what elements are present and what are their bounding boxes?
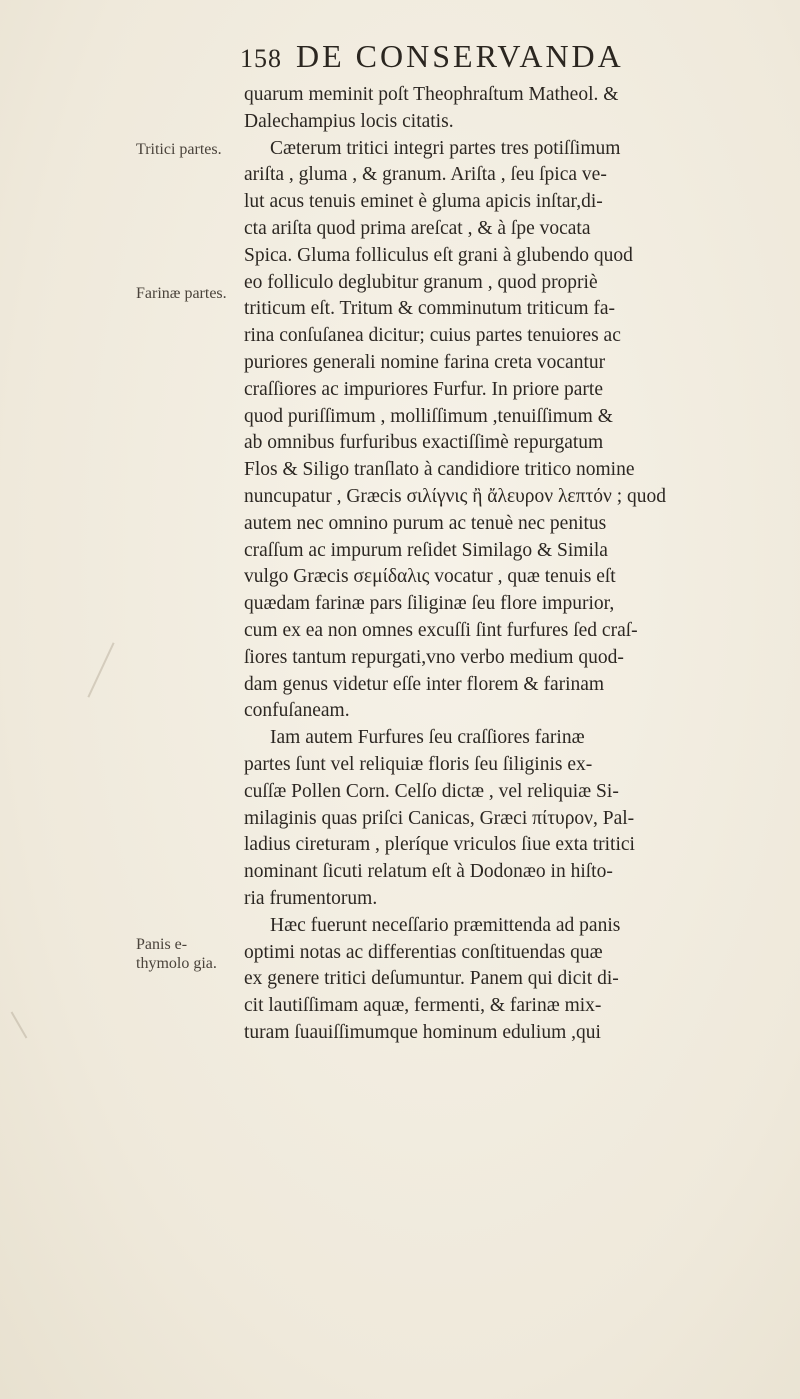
text-line: Spica. Gluma folliculus eſt grani à glubendo quod xyxy=(244,244,633,266)
running-head xyxy=(240,38,760,75)
text-line: ariſta , gluma , & granum. Ariſta , ſeu ſpica ve- xyxy=(244,164,607,186)
text-line: milaginis quas priſci Canicas, Græci πίτυρον, Pal- xyxy=(244,807,635,829)
paper-mark xyxy=(87,642,114,697)
text-line: quædam farinæ pars ſiliginæ ſeu flore impurior, xyxy=(244,593,615,615)
text-line: dam genus videtur eſſe inter florem & farinam xyxy=(244,673,605,695)
text-line: autem nec omnino purum ac tenuè nec penitus xyxy=(244,512,607,534)
margin-note-tritici: Tritici partes. xyxy=(136,141,222,158)
text-line: craſſiores ac impuriores Furfur. In priore parte xyxy=(244,378,603,400)
text-line: Hæc fuerunt neceſſario præmittenda ad panis xyxy=(270,914,621,936)
text-line: cuſſæ Pollen Corn. Celſo dictæ , vel reliquiæ Si- xyxy=(244,780,619,802)
text-line: eo folliculo deglubitur granum , quod propriè xyxy=(244,271,598,293)
text-line: puriores generali nomine farina creta vocantur xyxy=(244,351,606,373)
text-line: Iam autem Furfures ſeu craſſiores farinæ xyxy=(270,727,585,749)
paper-mark xyxy=(11,1012,28,1039)
text-line: ſiores tantum repurgati,vno verbo medium quod- xyxy=(244,646,624,668)
text-line: craſſum ac impurum reſidet Similago & Simila xyxy=(244,539,608,561)
page-number: 158 xyxy=(240,44,282,73)
text-line: lut acus tenuis eminet è gluma apicis inſtar,di- xyxy=(244,191,603,213)
margin-note-panis: Panis e- thymolo gia. xyxy=(136,936,217,972)
text-line: triticum eſt. Tritum & comminutum triticum fa- xyxy=(244,298,616,320)
text-line: cum ex ea non omnes excuſſi ſint furfures ſed craſ- xyxy=(244,619,638,641)
running-title: DE CONSERVANDA xyxy=(296,38,624,74)
margin-note-farinae: Farinæ partes. xyxy=(136,285,227,302)
text-line: ex genere tritici deſumuntur. Panem qui dicit di- xyxy=(244,968,619,990)
body-text xyxy=(244,82,784,1047)
text-line: Cæterum tritici integri partes tres potiſſimum xyxy=(270,137,621,159)
text-line: nominant ſicuti relatum eſt à Dodonæo in hiſto- xyxy=(244,861,613,883)
text-line: quod puriſſimum , molliſſimum ,tenuiſſimum & xyxy=(244,405,613,427)
text-line: vulgo Græcis σεμίδαλις vocatur , quæ tenuis eſt xyxy=(244,566,616,588)
text-line: cta ariſta quod prima areſcat , & à ſpe vocata xyxy=(244,217,591,239)
text-line: cit lautiſſimam aquæ, fermenti, & farinæ mix- xyxy=(244,995,602,1017)
text-line: nuncupatur , Græcis σιλίγνις ἢ ἄλευρον λεπτόν ; quod xyxy=(244,485,667,507)
text-line: quarum meminit poſt Theophraſtum Matheol. & xyxy=(244,84,619,105)
text-line: optimi notas ac differentias conſtituendas quæ xyxy=(244,941,603,963)
text-line: turam ſuauiſſimumque hominum edulium ,qui xyxy=(244,1021,601,1043)
text-line: ladius cireturam , pleríque vriculos ſiue exta tritici xyxy=(244,834,635,856)
text-line: confuſaneam. xyxy=(244,700,350,722)
text-line: partes ſunt vel reliquiæ floris ſeu ſiliginis ex- xyxy=(244,753,593,775)
text-line: ria frumentorum. xyxy=(244,887,378,909)
text-line: ab omnibus furfuribus exactiſſimè repurgatum xyxy=(244,432,604,454)
text-line: Flos & Siligo tranſlato à candidiore tritico nomine xyxy=(244,459,635,481)
text-line: Dalechampius locis citatis. xyxy=(244,110,454,132)
text-line: rina conſuſanea dicitur; cuius partes tenuiores ac xyxy=(244,325,621,347)
